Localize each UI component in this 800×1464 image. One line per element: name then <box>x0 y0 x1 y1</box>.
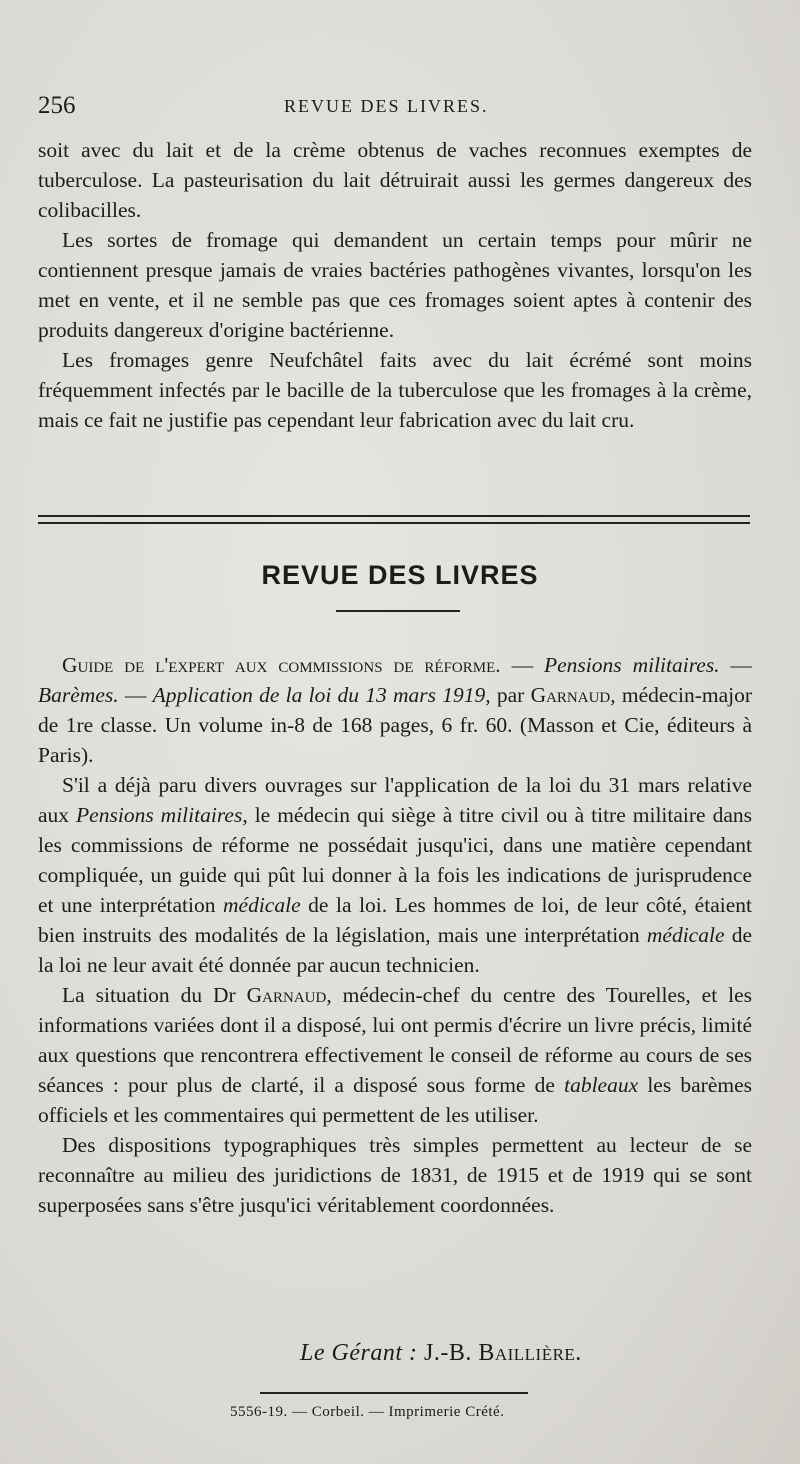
book-details: , médecin-major de 1re classe. Un volume in-8 de 168 pages, 6 fr. 60. (Masson et Cie, éditeurs à Paris). <box>38 683 753 767</box>
printer-imprint: 5556-19. — Corbeil. — Imprimerie Crété. <box>230 1404 505 1420</box>
paragraph: soit avec du lait et de la crème obtenus de vaches reconnues exemptes de tuberculose. La pasteurisation du lait détruirait aussi les germes dangereux des colibacilles. <box>38 138 752 222</box>
paragraph: La situation du Dr Garnaud, médecin-chef du centre des Tourelles, et les informations variées dont il a disposé, lui ont permis d'écrire un livre précis, limité aux questions que rencontrera effectivement le conseil de réforme au cours de ses séances : pour plus de clarté, il a disposé sous forme de tableaux les barèmes officiels et les commentaires qui permettent de les utiliser. <box>38 983 752 1127</box>
section-title: REVUE DES LIVRES <box>261 560 539 590</box>
paragraph: Les sortes de fromage qui demandent un certain temps pour mûrir ne contiennent presque jamais de vraies bactéries pathogènes vivantes, lorsqu'on les met en vente, et il ne semble pas que ces fromages soient aptes à contenir des produits dangereux d'origine bactérienne. <box>38 228 752 342</box>
imprint-divider <box>260 1392 528 1394</box>
running-head <box>38 92 750 122</box>
book-subtitle: Application de la loi du 13 mars 1919, <box>152 683 491 707</box>
running-title: REVUE DES LIVRES. <box>284 96 489 116</box>
section-divider <box>38 515 750 524</box>
signature-name: J.-B. Baillière. <box>417 1340 582 1366</box>
continued-article <box>38 135 752 435</box>
book-subtitle: Pensions militaires. <box>544 653 720 677</box>
paragraph: Des dispositions typographiques très simples permettent au lecteur de se reconnaître au milieu des juridictions de 1831, de 1915 et de 1919 qui se sont superposées sans s'être jusqu'ici véritablement coordonnées. <box>38 1133 752 1217</box>
paragraph: S'il a déjà paru divers ouvrages sur l'application de la loi du 31 mars relative aux Pensions militaires, le médecin qui siège à titre civil ou à titre militaire dans les commissions de réforme ne possédait jusqu'ici, dans une matière cependant compliquée, un guide qui pût lui donner à la fois les indications de jurisprudence et une interprétation médicale de la loi. Les hommes de loi, de leur côté, étaient bien instruits des modalités de la législation, mais une interprétation médicale de la loi ne leur avait été donnée par aucun technicien. <box>38 773 753 977</box>
title-underline <box>336 610 460 612</box>
page-number: 256 <box>38 92 76 119</box>
signature <box>300 1340 582 1367</box>
review-reference: Guide de l'expert aux commissions de réforme. — Pensions militaires. — Barèmes. — Application de la loi du 13 mars 1919, par Garnaud, médecin-major de 1re classe. Un volume in-8 de 168 pages, 6 fr. 60. (Masson et Cie, éditeurs à Paris). <box>38 653 753 767</box>
signature-label: Le Gérant : <box>300 1340 418 1366</box>
author-name: Garnaud <box>246 983 327 1007</box>
book-title: Guide de l'expert aux commissions de réforme. <box>62 653 501 677</box>
book-subtitle: Barèmes. <box>38 683 119 707</box>
author-name: Garnaud <box>530 683 611 707</box>
book-review <box>38 650 752 1220</box>
paragraph: Les fromages genre Neufchâtel faits avec du lait écrémé sont moins fréquemment infectés par le bacille de la tuberculose que les fromages à la crème, mais ce fait ne justifie pas cependant leur fabrication avec du lait cru. <box>38 348 752 432</box>
